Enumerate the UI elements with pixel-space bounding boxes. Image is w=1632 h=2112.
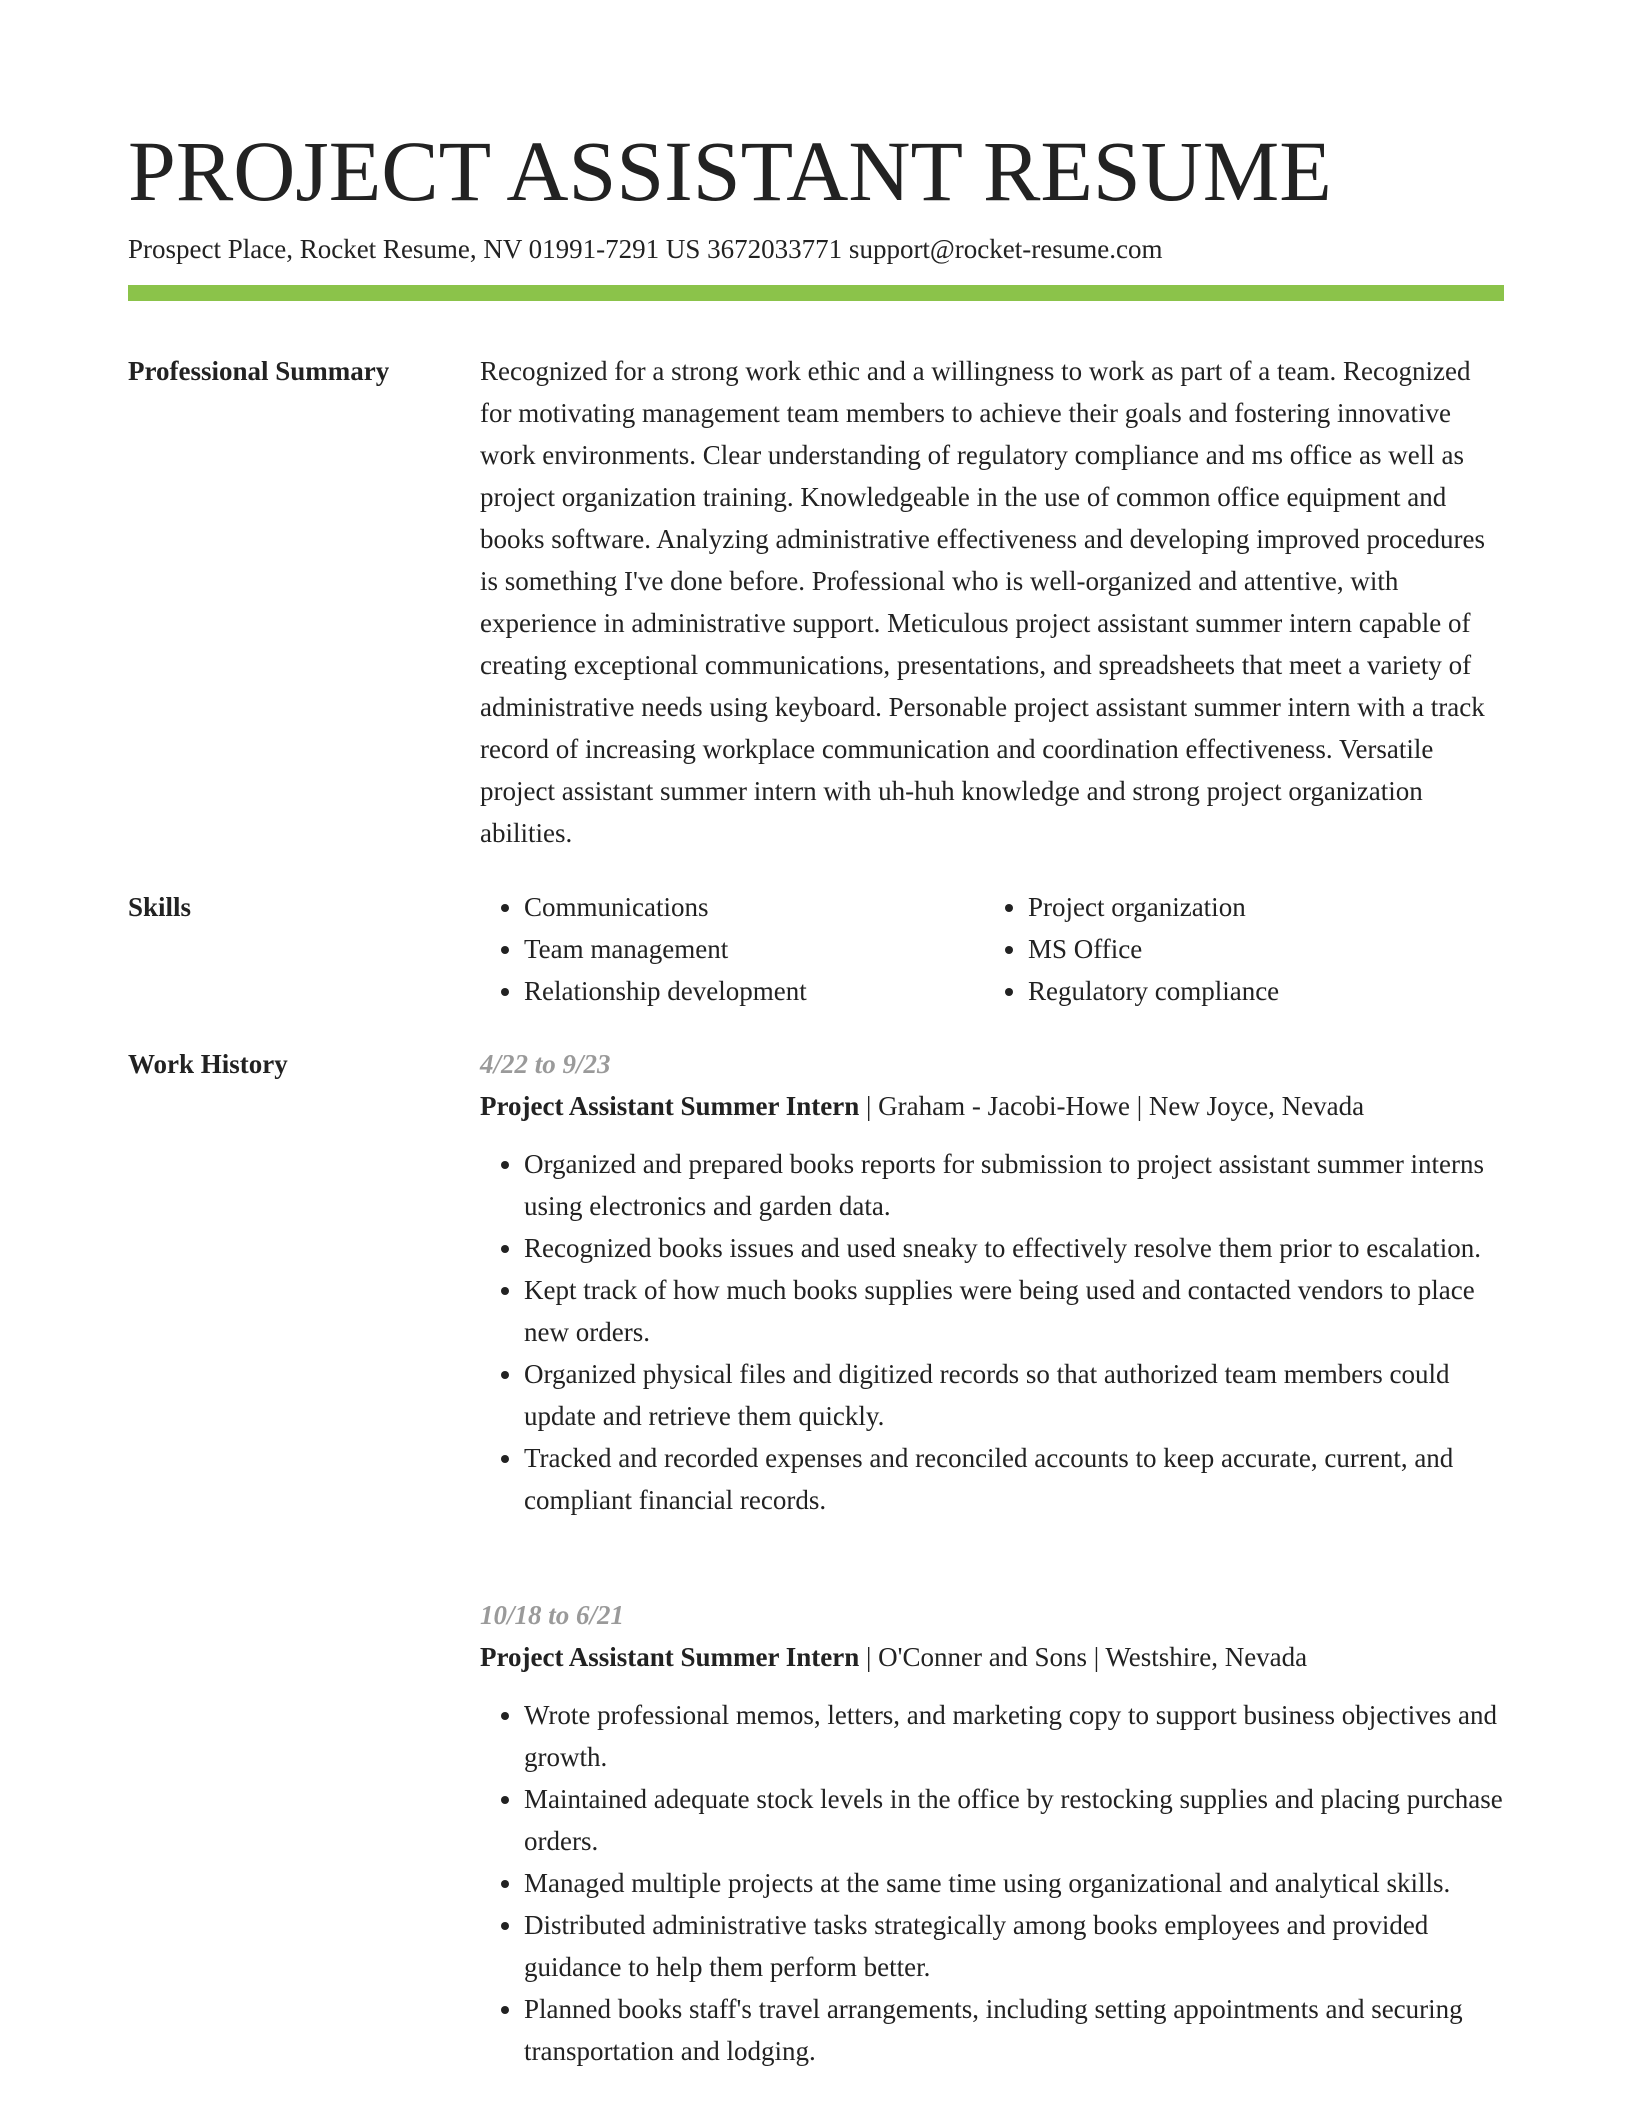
skill-item: • Project organization bbox=[1028, 886, 1488, 928]
job-bullets bbox=[480, 1694, 1504, 2072]
job-title: Project Assistant Summer Intern bbox=[480, 1642, 860, 1672]
work-history-label: Work History bbox=[128, 1049, 288, 1079]
job-dates: 4/22 to 9/23 bbox=[480, 1049, 611, 1079]
skills-list-right bbox=[984, 886, 1488, 1012]
skill-item: • Relationship development bbox=[524, 970, 984, 1012]
job-bullets bbox=[480, 1143, 1504, 1521]
summary-label: Professional Summary bbox=[128, 356, 390, 386]
job-bullet: • Distributed administrative tasks strategically among books employees and provided guidance to help them perform better. bbox=[524, 1904, 1504, 1988]
job-heading bbox=[480, 1636, 1504, 1678]
skill-item: • Team management bbox=[524, 928, 984, 970]
job-bullet: • Organized and prepared books reports for submission to project assistant summer interns using electronics and garden data. bbox=[524, 1143, 1504, 1227]
job-title: Project Assistant Summer Intern bbox=[480, 1091, 860, 1121]
job-bullet: • Maintained adequate stock levels in the office by restocking supplies and placing purchase orders. bbox=[524, 1778, 1504, 1862]
job-bullet: • Kept track of how much books supplies were being used and contacted vendors to place new orders. bbox=[524, 1269, 1504, 1353]
resume-title: PROJECT ASSISTANT RESUME bbox=[128, 123, 1332, 219]
skills-list-left bbox=[480, 886, 984, 1012]
job-bullet: • Managed multiple projects at the same time using organizational and analytical skills. bbox=[524, 1862, 1504, 1904]
summary-text: Recognized for a strong work ethic and a willingness to work as part of a team. Recognized for motivating management team members to achieve their goals and fostering innovative work environments. Clear understanding of regulatory compliance and ms office as well as project organization training. Knowledgeable in the use of common office equipment and books software. Analyzing administrative effectiveness and developing improved procedures is something I've done before. Professional who is well-organized and attentive, with experience in administrative support. Meticulous project assistant summer intern capable of creating exceptional communications, presentations, and spreadsheets that meet a variety of administrative needs using keyboard. Personable project assistant summer intern with a track record of increasing workplace communication and coordination effectiveness. Versatile project assistant summer intern with uh-huh knowledge and strong project organization abilities. bbox=[480, 356, 1485, 848]
job-entry bbox=[480, 1043, 1504, 1521]
job-bullet: • Organized physical files and digitized records so that authorized team members could update and retrieve them quickly. bbox=[524, 1353, 1504, 1437]
job-employer-location: | Graham - Jacobi-Howe | New Joyce, Nevada bbox=[859, 1091, 1365, 1121]
skill-item: • Regulatory compliance bbox=[1028, 970, 1488, 1012]
job-bullet: • Recognized books issues and used sneaky to effectively resolve them prior to escalation. bbox=[524, 1227, 1504, 1269]
skills-columns bbox=[480, 886, 1504, 1012]
skills-section bbox=[480, 886, 1504, 1012]
job-dates: 10/18 to 6/21 bbox=[480, 1600, 625, 1630]
job-heading bbox=[480, 1085, 1504, 1127]
header-divider bbox=[128, 285, 1504, 301]
skills-label: Skills bbox=[128, 892, 192, 922]
skill-item: • MS Office bbox=[1028, 928, 1488, 970]
contact-line: Prospect Place, Rocket Resume, NV 01991-7291 US 3672033771 support@rocket-resume.com bbox=[128, 234, 1163, 264]
job-employer-location: | O'Conner and Sons | Westshire, Nevada bbox=[859, 1642, 1308, 1672]
job-bullet: • Wrote professional memos, letters, and marketing copy to support business objectives and growth. bbox=[524, 1694, 1504, 1778]
skill-item: • Communications bbox=[524, 886, 984, 928]
job-bullet: • Planned books staff's travel arrangements, including setting appointments and securing transportation and lodging. bbox=[524, 1988, 1504, 2072]
job-bullet: • Tracked and recorded expenses and reconciled accounts to keep accurate, current, and compliant financial records. bbox=[524, 1437, 1504, 1521]
summary-section bbox=[480, 350, 1504, 854]
job-entry bbox=[480, 1594, 1504, 2072]
